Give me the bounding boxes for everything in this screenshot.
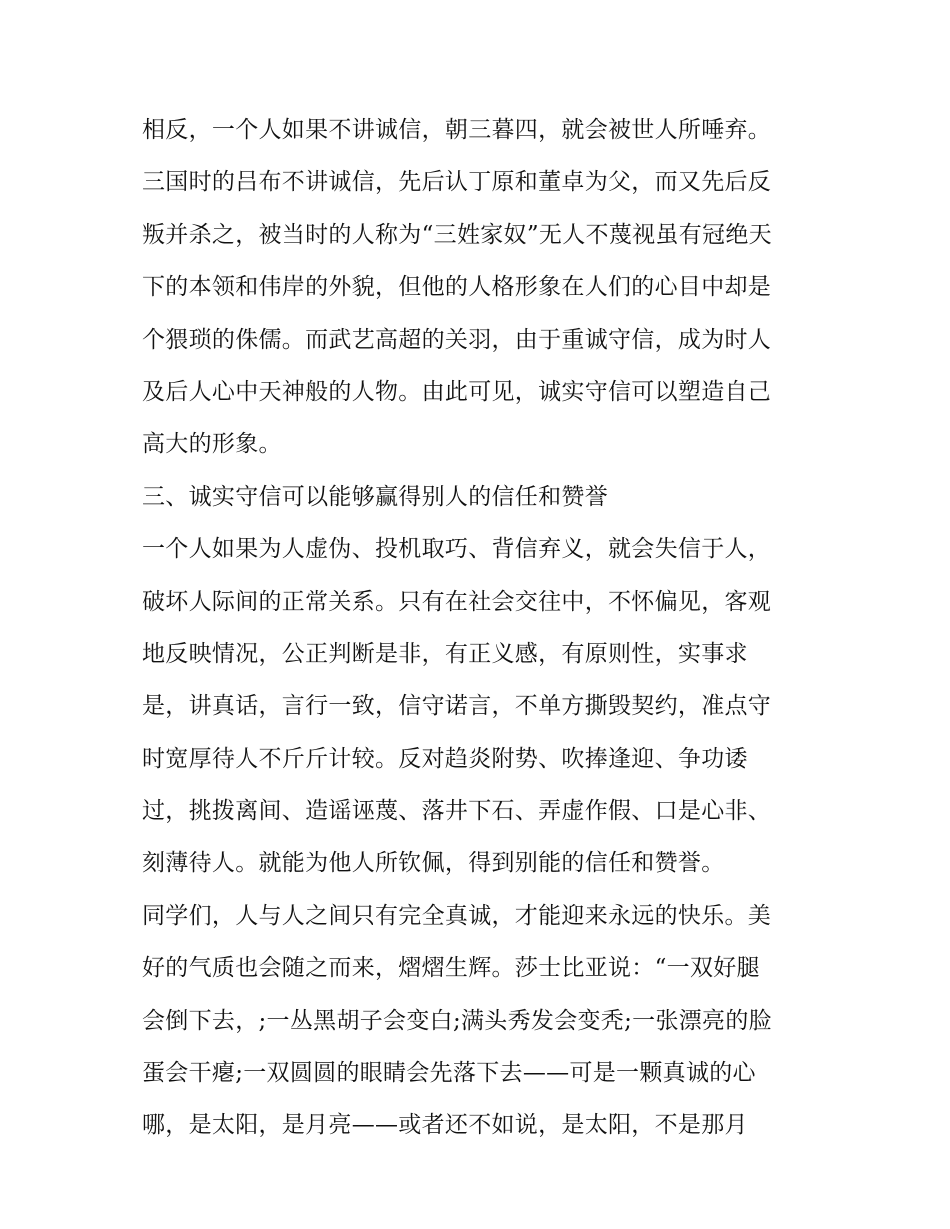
text-line: 会倒下去，;一丛黑胡子会变白;满头秀发会变秃;一张漂亮的脸 xyxy=(142,1007,772,1034)
text-line: 时宽厚待人不斤斤计较。反对趋炎附势、吹捧逢迎、争功诿 xyxy=(142,745,748,772)
text-line: 好的气质也会随之而来，熠熠生辉。莎士比亚说：“一双好腿 xyxy=(142,955,760,982)
section-heading: 三、诚实守信可以能够赢得别人的信任和赞誉 xyxy=(142,483,608,510)
text-line: 一个人如果为人虚伪、投机取巧、背信弃义，就会失信于人， xyxy=(142,536,772,563)
text-line: 刻薄待人。就能为他人所钦佩，得到别能的信任和赞誉。 xyxy=(142,850,725,877)
text-line: 过，挑拨离间、造谣诬蔑、落井下石、弄虚作假、口是心非、 xyxy=(142,798,772,825)
text-line: 蛋会干瘪;一双圆圆的眼睛会先落下去——可是一颗真诚的心 xyxy=(142,1060,756,1087)
text-line: 地反映情况，公正判断是非，有正义感，有原则性，实事求 xyxy=(142,640,748,667)
text-line: 个猥琐的侏儒。而武艺高超的关羽，由于重诚守信，成为时人 xyxy=(142,326,772,353)
text-line: 高大的形象。 xyxy=(142,431,282,458)
text-line: 是，讲真话，言行一致，信守诺言，不单方撕毁契约，准点守 xyxy=(142,693,772,720)
text-line: 相反，一个人如果不讲诚信，朝三暮四，就会被世人所唾弃。 xyxy=(142,117,772,143)
text-line: 下的本领和伟岸的外貌，但他的人格形象在人们的心目中却是 xyxy=(142,274,772,301)
text-line: 及后人心中天神般的人物。由此可见，诚实守信可以塑造自己 xyxy=(142,378,772,405)
text-line: 哪，是太阳，是月亮——或者还不如说，是太阳，不是那月 xyxy=(142,1112,748,1139)
text-line: 破坏人际间的正常关系。只有在社会交往中，不怀偏见，客观 xyxy=(142,588,772,615)
text-line: 同学们，人与人之间只有完全真诚，才能迎来永远的快乐。美 xyxy=(142,902,772,929)
body-text xyxy=(142,104,832,1152)
text-line: 叛并杀之，被当时的人称为“三姓家奴”无人不蔑视虽有冠绝天 xyxy=(142,221,772,248)
text-line: 三国时的吕布不讲诚信，先后认丁原和董卓为父，而又先后反 xyxy=(142,169,772,196)
